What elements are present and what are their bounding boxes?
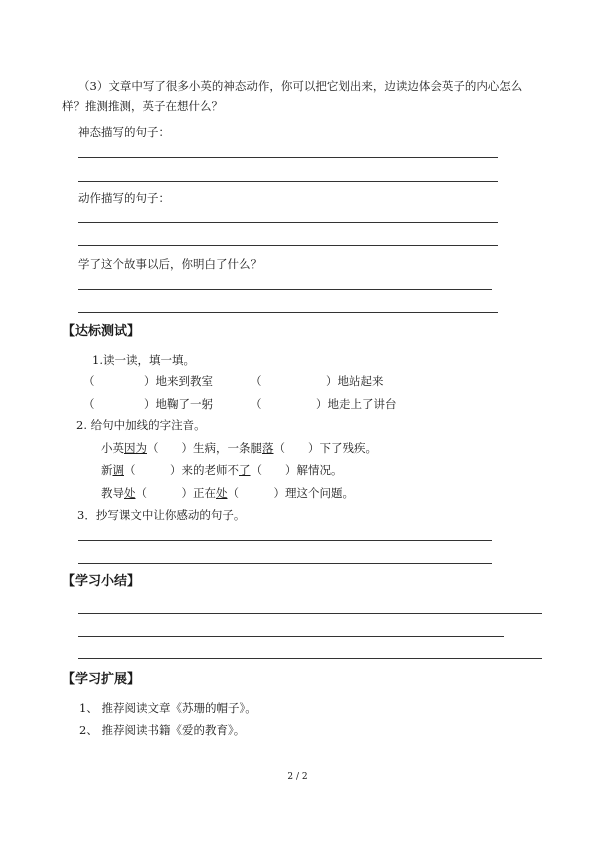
fill-paren-open[interactable]: （: [250, 374, 262, 388]
test-section-title: 【达标测试】: [62, 324, 141, 339]
page-number: 2 / 2: [287, 772, 308, 782]
fill-text: ）地站起来: [326, 374, 384, 388]
pinyin-sentence-3: 教导处（ ）正在处（ ）理这个问题。: [101, 486, 354, 500]
item3-title: 3．抄写课文中让你感动的句子。: [77, 508, 246, 522]
answer-line[interactable]: [78, 540, 492, 541]
answer-line[interactable]: [78, 222, 498, 223]
summary-section-title: 【学习小结】: [62, 574, 141, 589]
fill-paren-open[interactable]: （: [83, 374, 95, 388]
action-label: 动作描写的句子：: [78, 191, 170, 205]
pinyin-sentence-2: 新调（ ）来的老师不了（ ）解情况。: [101, 463, 343, 477]
expression-label: 神态描写的句子：: [78, 125, 170, 139]
answer-line[interactable]: [78, 245, 498, 246]
fill-paren-open[interactable]: （: [83, 397, 95, 411]
fill-text: ）地来到教室: [144, 374, 213, 388]
answer-line[interactable]: [78, 636, 504, 637]
fill-paren-open[interactable]: （: [250, 397, 262, 411]
extension-section-title: 【学习扩展】: [62, 672, 141, 687]
lesson-prompt: 学了这个故事以后，你明白了什么？: [78, 257, 262, 271]
answer-line[interactable]: [78, 181, 498, 182]
answer-line[interactable]: [78, 289, 492, 290]
answer-line[interactable]: [78, 613, 542, 614]
pinyin-sentence-1: 小英因为（ ）生病，一条腿落（ ）下了残疾。: [101, 441, 377, 455]
fill-text: ）地走上了讲台: [316, 397, 397, 411]
question3-line2: 样？推测推测，英子在想什么？: [62, 99, 223, 113]
question3-line1: （3）文章中写了很多小英的神态动作，你可以把它划出来，边读边体会英子的内心怎么: [78, 79, 523, 93]
extension-item: 1、 推荐阅读文章《苏珊的帽子》。: [79, 701, 257, 715]
fill-text: ）地鞠了一躬: [144, 397, 213, 411]
item1-title: 1.读一读，填一填。: [92, 353, 195, 367]
item2-title: 2. 给句中加线的字注音。: [76, 418, 206, 432]
answer-line[interactable]: [78, 157, 498, 158]
answer-line[interactable]: [78, 312, 498, 313]
extension-item: 2、 推荐阅读书籍《爱的教育》。: [79, 723, 246, 737]
answer-line[interactable]: [78, 658, 542, 659]
answer-line[interactable]: [78, 563, 492, 564]
